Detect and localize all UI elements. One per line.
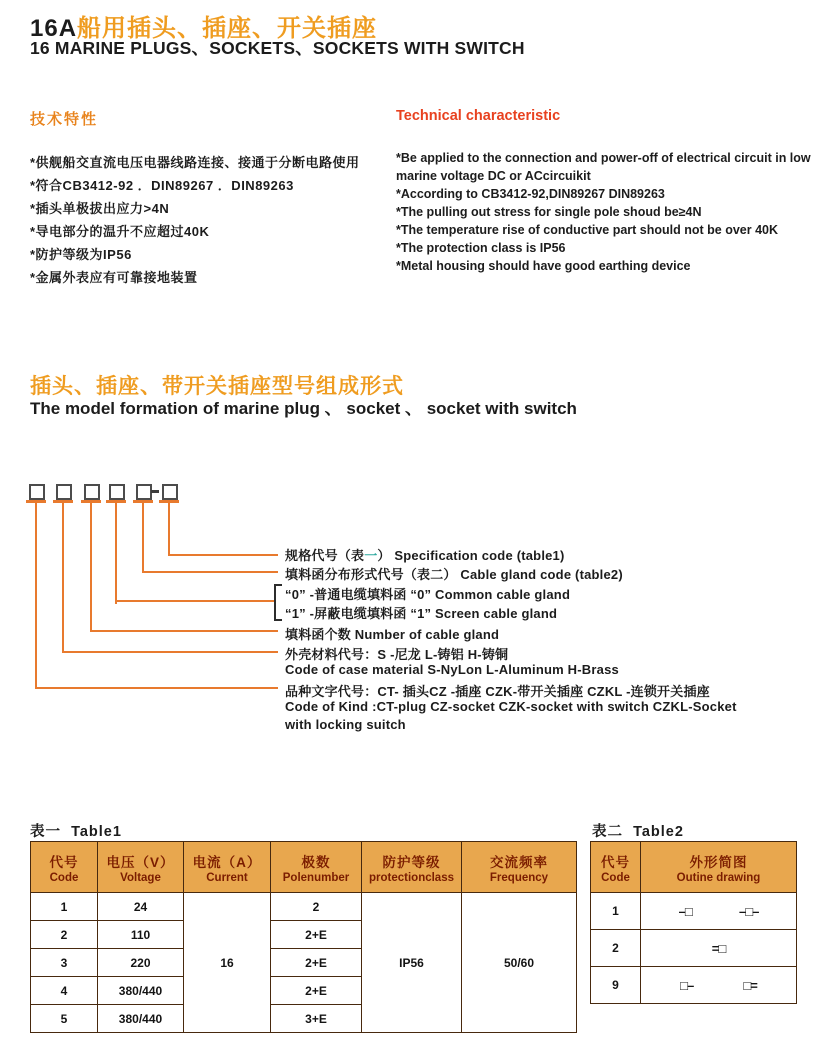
label-cable-gland-code: 填料函分布形式代号（表二） Cable gland code (table2) bbox=[285, 567, 623, 582]
cell-voltage: 380/440 bbox=[98, 1005, 184, 1033]
label-text: 规格代号（表 bbox=[285, 548, 365, 563]
label-common-cable-gland: “0” -普通电缆填料函 “0” Common cable gland bbox=[285, 587, 571, 602]
table2-caption bbox=[592, 820, 684, 841]
caption-zh: 表一 bbox=[30, 824, 61, 840]
col-header-protectionclass bbox=[362, 842, 462, 893]
table-header-row bbox=[591, 842, 797, 893]
connector-line bbox=[90, 503, 92, 632]
label-screen-cable-gland: “1” -屏蔽电缆填料函 “1” Screen cable gland bbox=[285, 606, 558, 621]
label-kind-code-en1: Code of Kind :CT-plug CZ-socket CZK-socket with switch CZKL-Socket bbox=[285, 699, 737, 714]
cell-pole: 2 bbox=[271, 893, 362, 921]
label-case-material-zh: 外壳材料代号：S -尼龙 L-铸铝 H-铸铜 bbox=[285, 647, 509, 662]
label-number-of-cable-gland: 填料函个数 Number of cable gland bbox=[285, 627, 500, 642]
cell-pole: 2+E bbox=[271, 977, 362, 1005]
specification-table bbox=[30, 841, 577, 1033]
table-header-row bbox=[31, 842, 577, 893]
cell-code: 4 bbox=[31, 977, 98, 1005]
tech-item-zh: *符合CB3412-92 ．DIN89267 ．DIN89263 bbox=[30, 178, 294, 193]
option-bracket bbox=[274, 584, 282, 621]
table-row bbox=[31, 893, 577, 921]
col-header-outline-drawing bbox=[641, 842, 797, 893]
connector-line bbox=[142, 571, 278, 573]
title-zh-text: 船用插头、插座、开关插座 bbox=[77, 15, 378, 42]
cell-code: 2 bbox=[31, 921, 98, 949]
table-row bbox=[591, 930, 797, 967]
drawing-container bbox=[641, 904, 796, 919]
cell-pole: 2+E bbox=[271, 921, 362, 949]
connector-line bbox=[90, 630, 278, 632]
model-heading-zh: 插头、插座、带开关插座型号组成形式 bbox=[30, 375, 404, 398]
connector-line bbox=[142, 503, 144, 573]
tech-item-zh: *导电部分的温升不应超过40K bbox=[30, 224, 210, 239]
cell-drawing bbox=[641, 967, 797, 1004]
gland-line-both-icon: –□– bbox=[739, 903, 759, 919]
cell-voltage: 110 bbox=[98, 921, 184, 949]
gland-double-line-right-icon: □= bbox=[743, 977, 757, 993]
page-title-en: 16 MARINE PLUGS、SOCKETS、SOCKETS WITH SWITCH bbox=[30, 38, 525, 58]
cell-pole: 3+E bbox=[271, 1005, 362, 1033]
cell-voltage: 380/440 bbox=[98, 977, 184, 1005]
drawing-container bbox=[641, 978, 796, 993]
tech-item-en: *The pulling out stress for single pole shoud be≥4N bbox=[396, 205, 702, 219]
connector-line bbox=[115, 600, 274, 602]
cell-drawing bbox=[641, 930, 797, 967]
code-box-5 bbox=[136, 484, 152, 500]
tech-item-zh: *供舰船交直流电压电器线路连接、接通于分断电路使用 bbox=[30, 155, 360, 170]
header-en: Code bbox=[601, 871, 630, 884]
table-row bbox=[591, 893, 797, 930]
label-specification-code bbox=[285, 545, 565, 564]
connector-line bbox=[62, 503, 64, 653]
col-header-voltage bbox=[98, 842, 184, 893]
tech-item-zh: *防护等级为IP56 bbox=[30, 247, 132, 262]
code-box-1 bbox=[29, 484, 45, 500]
tech-heading-zh: 技术特性 bbox=[30, 111, 99, 128]
cell-code: 3 bbox=[31, 949, 98, 977]
col-header-code bbox=[591, 842, 641, 893]
header-zh: 交流频率 bbox=[490, 854, 548, 870]
cell-code: 5 bbox=[31, 1005, 98, 1033]
gland-line-right-icon: □– bbox=[680, 977, 694, 993]
code-box-6 bbox=[162, 484, 178, 500]
connector-line bbox=[35, 687, 278, 689]
connector-line bbox=[62, 651, 278, 653]
table1-caption bbox=[30, 820, 122, 841]
header-en: protectionclass bbox=[369, 871, 454, 884]
col-header-code bbox=[31, 842, 98, 893]
drawing-container bbox=[641, 941, 796, 956]
cell-voltage: 24 bbox=[98, 893, 184, 921]
col-header-current bbox=[184, 842, 271, 893]
code-box-3 bbox=[84, 484, 100, 500]
cell-current-merged: 16 bbox=[184, 893, 271, 1033]
header-zh: 极数 bbox=[301, 854, 331, 870]
cell-pole: 2+E bbox=[271, 949, 362, 977]
header-zh: 电流（A） bbox=[192, 854, 262, 870]
cell-frequency-merged: 50/60 bbox=[462, 893, 577, 1033]
code-box-2 bbox=[56, 484, 72, 500]
connector-line bbox=[115, 503, 117, 604]
connector-line bbox=[168, 554, 278, 556]
dash-separator bbox=[151, 490, 159, 493]
table-row bbox=[591, 967, 797, 1004]
tech-heading-en: Technical characteristic bbox=[396, 108, 561, 124]
gland-line-left-icon: –□ bbox=[678, 903, 692, 919]
cell-code: 9 bbox=[591, 967, 641, 1004]
label-text: 一 bbox=[364, 548, 378, 563]
title-amp-prefix: 16A bbox=[30, 15, 78, 42]
tech-item-en: *Be applied to the connection and power-off of electrical circuit in low marine voltage DC or ACcircuikit bbox=[396, 151, 811, 183]
header-zh: 防护等级 bbox=[382, 854, 441, 870]
code-box-4 bbox=[109, 484, 125, 500]
tech-item-en: *The protection class is IP56 bbox=[396, 241, 566, 255]
cell-code: 1 bbox=[591, 893, 641, 930]
col-header-polenumber bbox=[271, 842, 362, 893]
outline-drawing-table bbox=[590, 841, 797, 1004]
connector-line bbox=[35, 503, 37, 689]
header-zh: 电压（V） bbox=[106, 854, 175, 870]
label-kind-code-zh: 品种文字代号：CT- 插头CZ -插座 CZK-带开关插座 CZKL -连锁开关插座 bbox=[285, 684, 710, 699]
header-en: Polenumber bbox=[282, 871, 350, 884]
header-en: Frequency bbox=[489, 871, 549, 884]
tech-item-zh: *金属外表应有可靠接地装置 bbox=[30, 270, 198, 285]
caption-en: Table1 bbox=[71, 824, 122, 840]
caption-en: Table2 bbox=[633, 824, 684, 840]
cell-drawing bbox=[641, 893, 797, 930]
header-en: Current bbox=[206, 871, 248, 884]
cell-protection-merged: IP56 bbox=[362, 893, 462, 1033]
label-text: ） Specification code (table1) bbox=[377, 548, 565, 563]
header-zh: 代号 bbox=[601, 854, 630, 870]
connector-line bbox=[168, 503, 170, 556]
cell-voltage: 220 bbox=[98, 949, 184, 977]
label-kind-code-en2: with locking suitch bbox=[285, 717, 406, 732]
caption-zh: 表二 bbox=[592, 824, 623, 840]
header-en: Voltage bbox=[120, 871, 161, 884]
header-en: Code bbox=[49, 871, 79, 884]
tech-item-en: *The temperature rise of conductive part should not be over 40K bbox=[396, 223, 779, 237]
tech-item-en: *According to CB3412-92,DIN89267 DIN89263 bbox=[396, 187, 665, 201]
cell-code: 2 bbox=[591, 930, 641, 967]
col-header-frequency bbox=[462, 842, 577, 893]
header-en: Outine drawing bbox=[676, 871, 761, 884]
label-case-material-en: Code of case material S-NyLon L-Aluminum H-Brass bbox=[285, 662, 619, 677]
header-zh: 代号 bbox=[49, 854, 79, 870]
tech-item-en: *Metal housing should have good earthing device bbox=[396, 259, 691, 273]
model-heading-en: The model formation of marine plug 、 socket 、 socket with switch bbox=[30, 399, 577, 418]
header-zh: 外形简图 bbox=[689, 854, 748, 870]
gland-double-line-left-icon: =□ bbox=[711, 940, 726, 956]
cell-code: 1 bbox=[31, 893, 98, 921]
tech-item-zh: *插头单极拔出应力>4N bbox=[30, 201, 170, 216]
